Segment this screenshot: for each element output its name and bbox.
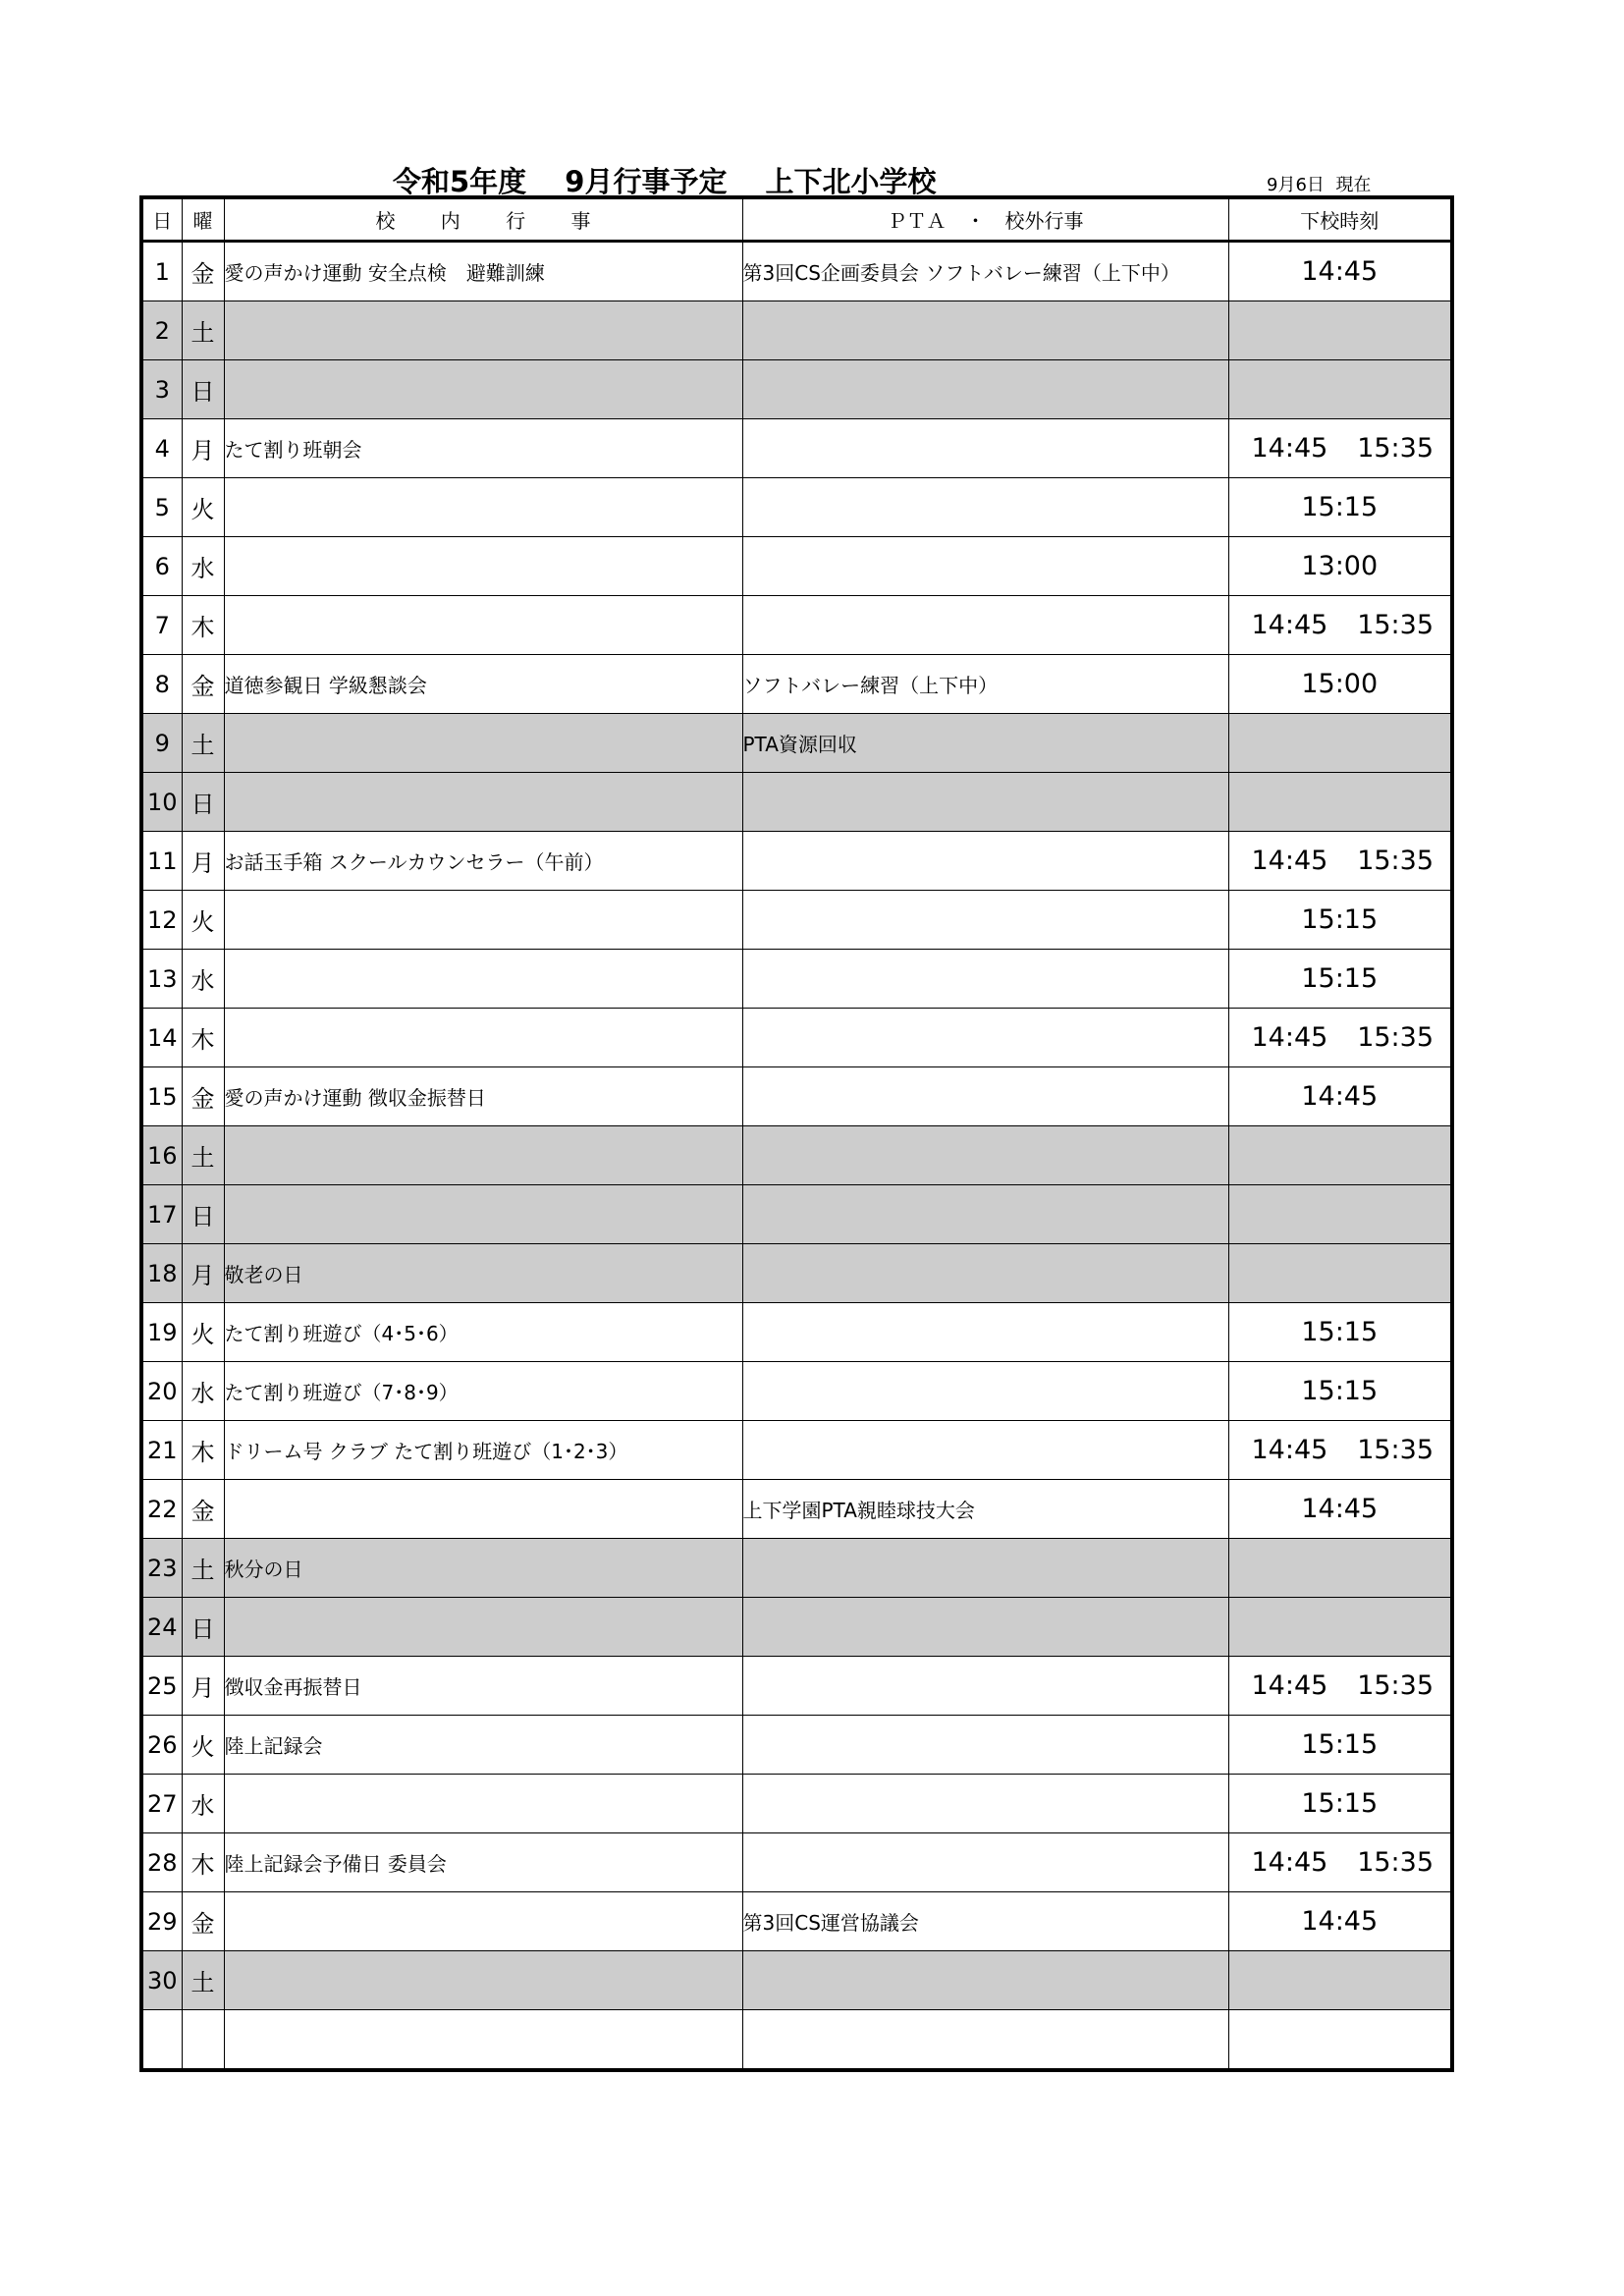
school-event-cell: 徴収金再振替日 xyxy=(224,1657,742,1716)
dismissal-time-cell xyxy=(1228,537,1452,596)
school-event-cell xyxy=(224,714,742,773)
dismissal-times xyxy=(1229,1022,1451,1053)
dismissal-time: 15:15 xyxy=(1301,1317,1379,1347)
table-row xyxy=(141,1421,1452,1480)
dismissal-time-cell xyxy=(1228,1951,1452,2010)
table-row xyxy=(141,1539,1452,1598)
table-row xyxy=(141,1303,1452,1362)
dismissal-time: 15:35 xyxy=(1357,846,1434,876)
day-cell: 29 xyxy=(141,1892,182,1951)
dismissal-time-cell xyxy=(1228,2010,1452,2071)
dismissal-time-cell xyxy=(1228,1421,1452,1480)
school-event-cell xyxy=(224,596,742,655)
day-cell: 17 xyxy=(141,1185,182,1244)
header-weekday: 曜 xyxy=(182,197,224,242)
day-cell: 12 xyxy=(141,891,182,950)
table-row xyxy=(141,1657,1452,1716)
school-event-cell xyxy=(224,1126,742,1185)
dismissal-times xyxy=(1229,1729,1451,1760)
dismissal-time-cell xyxy=(1228,360,1452,419)
day-cell: 2 xyxy=(141,301,182,360)
table-row xyxy=(141,1362,1452,1421)
pta-event-cell xyxy=(742,1657,1228,1716)
weekday-cell: 火 xyxy=(182,891,224,950)
table-row xyxy=(141,714,1452,773)
dismissal-time: 14:45 xyxy=(1251,1847,1328,1878)
schedule-body xyxy=(141,242,1452,2071)
school-event-cell: ドリーム号 クラブ たて割り班遊び（1･2･3） xyxy=(224,1421,742,1480)
dismissal-time-cell xyxy=(1228,1244,1452,1303)
page-title: 令和5年度 9月行事予定 上下北小学校 xyxy=(393,165,937,198)
day-cell: 7 xyxy=(141,596,182,655)
dismissal-time-cell xyxy=(1228,301,1452,360)
weekday-cell: 火 xyxy=(182,1716,224,1775)
day-cell: 21 xyxy=(141,1421,182,1480)
school-event-cell: 陸上記録会 xyxy=(224,1716,742,1775)
dismissal-time: 15:35 xyxy=(1357,1670,1434,1701)
dismissal-time-cell xyxy=(1228,655,1452,714)
pta-event-cell xyxy=(742,360,1228,419)
dismissal-time-cell xyxy=(1228,773,1452,832)
table-row xyxy=(141,1185,1452,1244)
pta-event-cell xyxy=(742,1009,1228,1067)
dismissal-times xyxy=(1229,1670,1451,1701)
dismissal-time: 14:45 xyxy=(1251,433,1328,464)
dismissal-times xyxy=(1229,433,1451,464)
school-event-cell: お話玉手箱 スクールカウンセラー（午前） xyxy=(224,832,742,891)
weekday-cell: 木 xyxy=(182,596,224,655)
dismissal-times xyxy=(1229,492,1451,522)
table-row xyxy=(141,360,1452,419)
day-cell: 9 xyxy=(141,714,182,773)
day-cell xyxy=(141,2010,182,2071)
pta-event-cell xyxy=(742,1421,1228,1480)
weekday-cell: 木 xyxy=(182,1009,224,1067)
pta-event-cell: 上下学園PTA親睦球技大会 xyxy=(742,1480,1228,1539)
table-row xyxy=(141,478,1452,537)
day-cell: 30 xyxy=(141,1951,182,2010)
day-cell: 1 xyxy=(141,242,182,301)
dismissal-time: 15:15 xyxy=(1301,1729,1379,1760)
weekday-cell: 金 xyxy=(182,242,224,301)
dismissal-times xyxy=(1229,1788,1451,1819)
day-cell: 28 xyxy=(141,1833,182,1892)
school-event-cell: 愛の声かけ運動 安全点検 避難訓練 xyxy=(224,242,742,301)
dismissal-time-cell xyxy=(1228,478,1452,537)
pta-event-cell: PTA資源回収 xyxy=(742,714,1228,773)
dismissal-times xyxy=(1229,963,1451,994)
day-cell: 22 xyxy=(141,1480,182,1539)
school-event-cell: 秋分の日 xyxy=(224,1539,742,1598)
day-cell: 4 xyxy=(141,419,182,478)
dismissal-time: 15:35 xyxy=(1357,610,1434,640)
school-event-cell: 道徳参観日 学級懇談会 xyxy=(224,655,742,714)
school-event-cell xyxy=(224,2010,742,2071)
dismissal-times xyxy=(1229,551,1451,581)
dismissal-time-cell xyxy=(1228,832,1452,891)
school-event-cell xyxy=(224,1892,742,1951)
school-event-cell xyxy=(224,360,742,419)
weekday-cell: 土 xyxy=(182,1951,224,2010)
weekday-cell: 木 xyxy=(182,1833,224,1892)
dismissal-times xyxy=(1229,1376,1451,1406)
table-row xyxy=(141,242,1452,301)
weekday-cell xyxy=(182,2010,224,2071)
day-cell: 10 xyxy=(141,773,182,832)
dismissal-time-cell xyxy=(1228,1362,1452,1421)
pta-event-cell xyxy=(742,1598,1228,1657)
pta-event-cell xyxy=(742,478,1228,537)
header-school-events: 校 内 行 事 xyxy=(224,197,742,242)
pta-event-cell xyxy=(742,950,1228,1009)
weekday-cell: 水 xyxy=(182,1775,224,1833)
dismissal-time-cell xyxy=(1228,1539,1452,1598)
dismissal-times xyxy=(1229,610,1451,640)
table-row xyxy=(141,1067,1452,1126)
table-header-row xyxy=(141,197,1452,242)
day-cell: 15 xyxy=(141,1067,182,1126)
weekday-cell: 月 xyxy=(182,419,224,478)
pta-event-cell xyxy=(742,1833,1228,1892)
dismissal-time-cell xyxy=(1228,1185,1452,1244)
dismissal-time-cell xyxy=(1228,1657,1452,1716)
dismissal-times xyxy=(1229,669,1451,699)
day-cell: 18 xyxy=(141,1244,182,1303)
dismissal-time: 14:45 xyxy=(1301,1081,1379,1112)
pta-event-cell xyxy=(742,1951,1228,2010)
school-event-cell xyxy=(224,478,742,537)
weekday-cell: 火 xyxy=(182,1303,224,1362)
school-event-cell xyxy=(224,1185,742,1244)
schedule-table xyxy=(139,195,1454,2072)
school-event-cell xyxy=(224,537,742,596)
header-day: 日 xyxy=(141,197,182,242)
pta-event-cell: ソフトバレー練習（上下中） xyxy=(742,655,1228,714)
school-event-cell: たて割り班遊び（7･8･9） xyxy=(224,1362,742,1421)
pta-event-cell xyxy=(742,2010,1228,2071)
table-row xyxy=(141,655,1452,714)
dismissal-times xyxy=(1229,1847,1451,1878)
day-cell: 5 xyxy=(141,478,182,537)
pta-event-cell xyxy=(742,537,1228,596)
weekday-cell: 日 xyxy=(182,1185,224,1244)
pta-event-cell xyxy=(742,1775,1228,1833)
weekday-cell: 日 xyxy=(182,773,224,832)
school-event-cell xyxy=(224,301,742,360)
dismissal-times xyxy=(1229,1317,1451,1347)
table-row xyxy=(141,537,1452,596)
dismissal-time: 15:15 xyxy=(1301,1788,1379,1819)
school-event-cell: たて割り班遊び（4･5･6） xyxy=(224,1303,742,1362)
pta-event-cell xyxy=(742,832,1228,891)
school-event-cell xyxy=(224,1480,742,1539)
table-row xyxy=(141,1951,1452,2010)
dismissal-time: 15:35 xyxy=(1357,1022,1434,1053)
pta-event-cell xyxy=(742,419,1228,478)
as-of-date: 9月6日 現在 xyxy=(1267,175,1372,195)
dismissal-time: 15:15 xyxy=(1301,904,1379,935)
pta-event-cell xyxy=(742,596,1228,655)
day-cell: 8 xyxy=(141,655,182,714)
school-event-cell xyxy=(224,891,742,950)
table-row xyxy=(141,1244,1452,1303)
table-row xyxy=(141,1833,1452,1892)
dismissal-time: 15:15 xyxy=(1301,963,1379,994)
pta-event-cell xyxy=(742,891,1228,950)
pta-event-cell xyxy=(742,301,1228,360)
dismissal-time-cell xyxy=(1228,1833,1452,1892)
dismissal-time-cell xyxy=(1228,1067,1452,1126)
header-dismissal-time: 下校時刻 xyxy=(1228,197,1452,242)
day-cell: 20 xyxy=(141,1362,182,1421)
table-row xyxy=(141,950,1452,1009)
dismissal-time: 14:45 xyxy=(1301,1494,1379,1524)
table-row xyxy=(141,832,1452,891)
dismissal-time: 15:00 xyxy=(1301,669,1379,699)
school-event-cell: たて割り班朝会 xyxy=(224,419,742,478)
weekday-cell: 月 xyxy=(182,1244,224,1303)
dismissal-time: 14:45 xyxy=(1251,1670,1328,1701)
dismissal-time-cell xyxy=(1228,1775,1452,1833)
dismissal-time: 14:45 xyxy=(1251,1022,1328,1053)
school-event-cell: 敬老の日 xyxy=(224,1244,742,1303)
day-cell: 24 xyxy=(141,1598,182,1657)
dismissal-time: 14:45 xyxy=(1301,1906,1379,1937)
dismissal-times xyxy=(1229,1494,1451,1524)
table-row xyxy=(141,773,1452,832)
pta-event-cell xyxy=(742,1185,1228,1244)
dismissal-time: 15:15 xyxy=(1301,1376,1379,1406)
pta-event-cell xyxy=(742,1244,1228,1303)
day-cell: 26 xyxy=(141,1716,182,1775)
day-cell: 11 xyxy=(141,832,182,891)
day-cell: 13 xyxy=(141,950,182,1009)
dismissal-time: 15:35 xyxy=(1357,433,1434,464)
pta-event-cell xyxy=(742,1126,1228,1185)
pta-event-cell: 第3回CS企画委員会 ソフトバレー練習（上下中） xyxy=(742,242,1228,301)
dismissal-time-cell xyxy=(1228,1126,1452,1185)
header-pta-events: ＰＴＡ ・ 校外行事 xyxy=(742,197,1228,242)
pta-event-cell xyxy=(742,1067,1228,1126)
dismissal-time-cell xyxy=(1228,1892,1452,1951)
table-row xyxy=(141,1480,1452,1539)
school-event-cell xyxy=(224,1951,742,2010)
dismissal-times xyxy=(1229,1435,1451,1465)
day-cell: 25 xyxy=(141,1657,182,1716)
table-row xyxy=(141,1126,1452,1185)
dismissal-time: 14:45 xyxy=(1251,610,1328,640)
table-row xyxy=(141,1009,1452,1067)
dismissal-time: 14:45 xyxy=(1301,256,1379,287)
pta-event-cell: 第3回CS運営協議会 xyxy=(742,1892,1228,1951)
dismissal-time-cell xyxy=(1228,1303,1452,1362)
table-row xyxy=(141,301,1452,360)
dismissal-time: 15:35 xyxy=(1357,1847,1434,1878)
pta-event-cell xyxy=(742,1716,1228,1775)
dismissal-time-cell xyxy=(1228,1009,1452,1067)
dismissal-time: 15:15 xyxy=(1301,492,1379,522)
day-cell: 16 xyxy=(141,1126,182,1185)
table-row xyxy=(141,419,1452,478)
table-row xyxy=(141,891,1452,950)
pta-event-cell xyxy=(742,773,1228,832)
school-event-cell: 愛の声かけ運動 徴収金振替日 xyxy=(224,1067,742,1126)
pta-event-cell xyxy=(742,1303,1228,1362)
dismissal-time-cell xyxy=(1228,596,1452,655)
dismissal-time-cell xyxy=(1228,891,1452,950)
dismissal-times xyxy=(1229,256,1451,287)
dismissal-time: 14:45 xyxy=(1251,846,1328,876)
table-row xyxy=(141,1775,1452,1833)
pta-event-cell xyxy=(742,1539,1228,1598)
school-event-cell xyxy=(224,773,742,832)
dismissal-time-cell xyxy=(1228,1480,1452,1539)
dismissal-time-cell xyxy=(1228,1716,1452,1775)
dismissal-time: 15:35 xyxy=(1357,1435,1434,1465)
day-cell: 27 xyxy=(141,1775,182,1833)
weekday-cell: 水 xyxy=(182,1362,224,1421)
weekday-cell: 日 xyxy=(182,360,224,419)
day-cell: 6 xyxy=(141,537,182,596)
dismissal-time-cell xyxy=(1228,1598,1452,1657)
day-cell: 23 xyxy=(141,1539,182,1598)
weekday-cell: 土 xyxy=(182,1126,224,1185)
table-row xyxy=(141,1598,1452,1657)
dismissal-time: 13:00 xyxy=(1301,551,1379,581)
weekday-cell: 金 xyxy=(182,1067,224,1126)
weekday-cell: 金 xyxy=(182,655,224,714)
school-event-cell xyxy=(224,950,742,1009)
weekday-cell: 金 xyxy=(182,1892,224,1951)
dismissal-time-cell xyxy=(1228,242,1452,301)
school-event-cell xyxy=(224,1598,742,1657)
weekday-cell: 土 xyxy=(182,714,224,773)
dismissal-time: 14:45 xyxy=(1251,1435,1328,1465)
weekday-cell: 土 xyxy=(182,301,224,360)
dismissal-time-cell xyxy=(1228,950,1452,1009)
dismissal-time-cell xyxy=(1228,419,1452,478)
weekday-cell: 土 xyxy=(182,1539,224,1598)
school-event-cell: 陸上記録会予備日 委員会 xyxy=(224,1833,742,1892)
weekday-cell: 水 xyxy=(182,537,224,596)
day-cell: 14 xyxy=(141,1009,182,1067)
weekday-cell: 月 xyxy=(182,1657,224,1716)
weekday-cell: 月 xyxy=(182,832,224,891)
table-row xyxy=(141,596,1452,655)
pta-event-cell xyxy=(742,1362,1228,1421)
weekday-cell: 日 xyxy=(182,1598,224,1657)
school-event-cell xyxy=(224,1775,742,1833)
dismissal-times xyxy=(1229,1906,1451,1937)
dismissal-times xyxy=(1229,846,1451,876)
dismissal-times xyxy=(1229,904,1451,935)
weekday-cell: 火 xyxy=(182,478,224,537)
weekday-cell: 水 xyxy=(182,950,224,1009)
table-row xyxy=(141,1892,1452,1951)
day-cell: 19 xyxy=(141,1303,182,1362)
weekday-cell: 金 xyxy=(182,1480,224,1539)
dismissal-times xyxy=(1229,1081,1451,1112)
table-row xyxy=(141,2010,1452,2071)
weekday-cell: 木 xyxy=(182,1421,224,1480)
table-row xyxy=(141,1716,1452,1775)
day-cell: 3 xyxy=(141,360,182,419)
school-event-cell xyxy=(224,1009,742,1067)
dismissal-time-cell xyxy=(1228,714,1452,773)
